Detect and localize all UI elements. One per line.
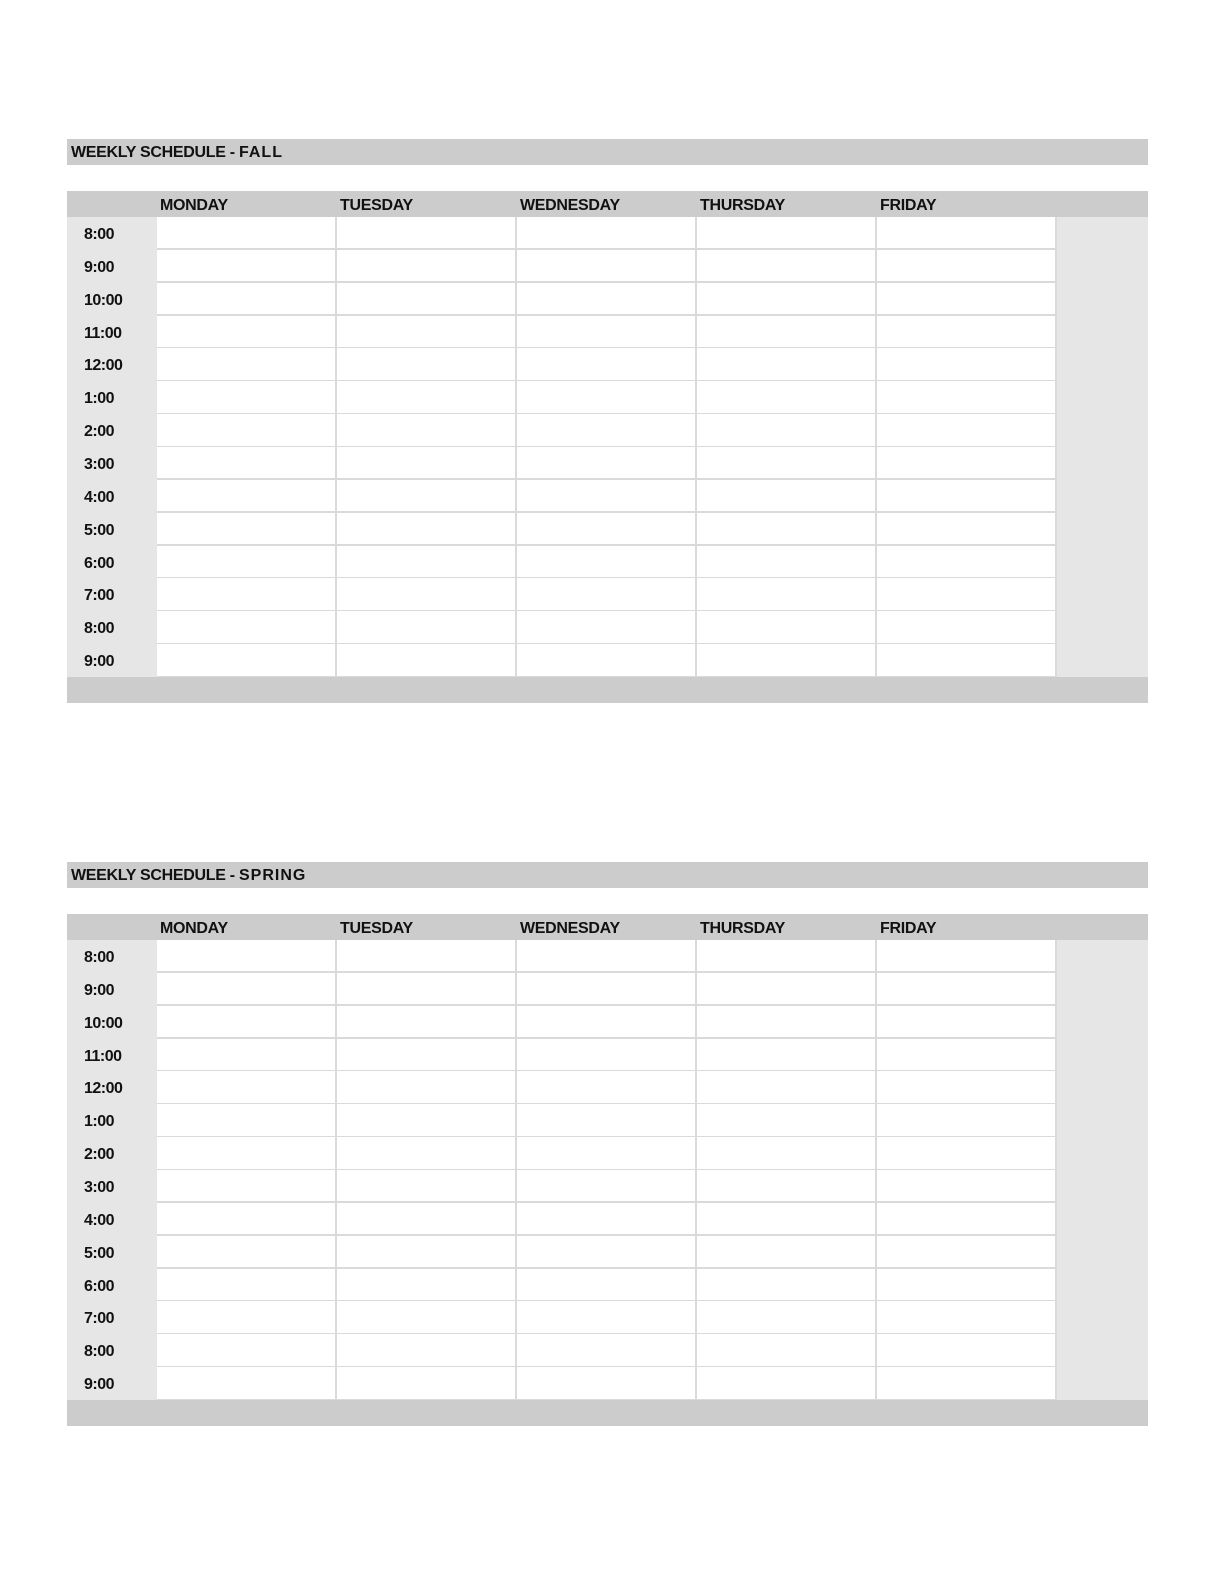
- schedule-cell[interactable]: [337, 381, 517, 414]
- schedule-cell[interactable]: [337, 447, 517, 480]
- schedule-cell[interactable]: [697, 1301, 877, 1334]
- schedule-cell[interactable]: [517, 381, 697, 414]
- schedule-cell[interactable]: [877, 1269, 1057, 1302]
- time-slot-label: 9:00: [84, 1376, 115, 1394]
- schedule-cell[interactable]: [517, 611, 697, 644]
- schedule-cell[interactable]: [517, 1104, 697, 1137]
- schedule-cell[interactable]: [697, 217, 877, 250]
- schedule-cell[interactable]: [697, 447, 877, 480]
- schedule-cell[interactable]: [697, 1006, 877, 1039]
- schedule-cell[interactable]: [877, 250, 1057, 283]
- schedule-title-bar: [67, 139, 1148, 165]
- time-slot-label: 4:00: [84, 1211, 115, 1229]
- schedule-cell[interactable]: [517, 217, 697, 250]
- time-slot-label: 1:00: [84, 390, 115, 408]
- schedule-cell[interactable]: [517, 1367, 697, 1400]
- schedule-cells: [157, 217, 1055, 677]
- schedule-cell[interactable]: [877, 1006, 1057, 1039]
- day-header-monday: MONDAY: [160, 197, 228, 214]
- schedule-cell[interactable]: [517, 1203, 697, 1236]
- time-slot-label: 1:00: [84, 1113, 115, 1131]
- schedule-cell[interactable]: [877, 1301, 1057, 1334]
- schedule-cell[interactable]: [337, 250, 517, 283]
- schedule-cell[interactable]: [877, 1367, 1057, 1400]
- schedule-cell[interactable]: [697, 480, 877, 513]
- time-slot-label: 8:00: [84, 620, 115, 638]
- schedule-cell[interactable]: [877, 1071, 1057, 1104]
- schedule-cell[interactable]: [877, 381, 1057, 414]
- schedule-cell[interactable]: [877, 611, 1057, 644]
- schedule-grid: [67, 191, 1148, 703]
- schedule-cell[interactable]: [517, 940, 697, 973]
- schedule-cell[interactable]: [337, 1137, 517, 1170]
- schedule-cell[interactable]: [697, 546, 877, 579]
- schedule-cell[interactable]: [157, 1071, 337, 1104]
- schedule-cell[interactable]: [697, 1269, 877, 1302]
- schedule-cell[interactable]: [337, 1071, 517, 1104]
- day-header-wednesday: WEDNESDAY: [520, 920, 620, 937]
- schedule-cell[interactable]: [157, 381, 337, 414]
- schedule-cell[interactable]: [517, 250, 697, 283]
- schedule-cell[interactable]: [877, 644, 1057, 677]
- schedule-cell[interactable]: [157, 1203, 337, 1236]
- schedule-cell[interactable]: [337, 1269, 517, 1302]
- schedule-cell[interactable]: [337, 1170, 517, 1203]
- schedule-cell[interactable]: [337, 940, 517, 973]
- day-header-thursday: THURSDAY: [700, 920, 786, 937]
- time-slot-label: 9:00: [84, 981, 115, 999]
- schedule-cell[interactable]: [877, 973, 1057, 1006]
- schedule-cell[interactable]: [697, 1203, 877, 1236]
- time-slot-label: 6:00: [84, 1277, 115, 1295]
- day-header-row: [67, 914, 1148, 940]
- schedule-cell[interactable]: [157, 1137, 337, 1170]
- schedule-cell[interactable]: [337, 217, 517, 250]
- time-slot-label: 12:00: [84, 1080, 123, 1098]
- schedule-cell[interactable]: [337, 611, 517, 644]
- schedule-cell[interactable]: [697, 578, 877, 611]
- day-header-monday: MONDAY: [160, 920, 228, 937]
- time-slot-label: 8:00: [84, 226, 115, 243]
- schedule-cell[interactable]: [517, 316, 697, 349]
- schedule-season-label: SPRING: [238, 867, 307, 884]
- time-slot-label: 2:00: [84, 423, 115, 441]
- schedule-cell[interactable]: [157, 1039, 337, 1072]
- day-header-friday: FRIDAY: [880, 197, 937, 214]
- schedule-cell[interactable]: [337, 1039, 517, 1072]
- schedule-cell[interactable]: [697, 1170, 877, 1203]
- schedule-title-prefix: WEEKLY SCHEDULE -: [71, 867, 239, 884]
- schedule-cell[interactable]: [517, 1269, 697, 1302]
- schedule-cell[interactable]: [517, 578, 697, 611]
- time-slot-label: 7:00: [84, 1310, 115, 1328]
- day-header-tuesday: TUESDAY: [340, 920, 413, 937]
- schedule-grid: [67, 914, 1148, 1426]
- schedule-title: [71, 144, 283, 162]
- schedule-cell[interactable]: [517, 348, 697, 381]
- schedule-cell[interactable]: [517, 1236, 697, 1269]
- schedule-cell[interactable]: [517, 283, 697, 316]
- day-header-thursday: THURSDAY: [700, 197, 786, 214]
- schedule-cell[interactable]: [157, 348, 337, 381]
- time-slot-label: 11:00: [84, 324, 122, 342]
- schedule-cell[interactable]: [877, 414, 1057, 447]
- schedule-cell[interactable]: [697, 513, 877, 546]
- schedule-cell[interactable]: [157, 1334, 337, 1367]
- schedule-cell[interactable]: [337, 283, 517, 316]
- schedule-cell[interactable]: [157, 1006, 337, 1039]
- time-slot-label: 10:00: [84, 1014, 123, 1032]
- schedule-cell[interactable]: [157, 1269, 337, 1302]
- time-slot-label: 8:00: [84, 1343, 115, 1361]
- schedule-cell[interactable]: [877, 513, 1057, 546]
- time-slot-label: 2:00: [84, 1146, 115, 1164]
- schedule-cell[interactable]: [517, 513, 697, 546]
- schedule-cell[interactable]: [157, 316, 337, 349]
- schedule-cell[interactable]: [157, 1170, 337, 1203]
- schedule-cell[interactable]: [337, 644, 517, 677]
- schedule-cell[interactable]: [157, 414, 337, 447]
- schedule-cell[interactable]: [877, 480, 1057, 513]
- schedule-cell[interactable]: [157, 611, 337, 644]
- schedule-title-prefix: WEEKLY SCHEDULE -: [71, 144, 239, 161]
- schedule-cell[interactable]: [877, 578, 1057, 611]
- schedule-cell[interactable]: [337, 513, 517, 546]
- day-header-friday: FRIDAY: [880, 920, 937, 937]
- schedule-cell[interactable]: [697, 611, 877, 644]
- time-slot-label: 9:00: [84, 653, 115, 671]
- schedule-cell[interactable]: [517, 644, 697, 677]
- schedule-cell[interactable]: [877, 1203, 1057, 1236]
- schedule-cell[interactable]: [877, 1170, 1057, 1203]
- schedule-cell[interactable]: [157, 1104, 337, 1137]
- schedule-footer-bar: [67, 1400, 1148, 1426]
- schedule-cell[interactable]: [517, 1006, 697, 1039]
- schedule-cell[interactable]: [877, 447, 1057, 480]
- schedule-cell[interactable]: [517, 1071, 697, 1104]
- schedule-footer-bar: [67, 677, 1148, 703]
- schedule-cell[interactable]: [157, 250, 337, 283]
- schedule-cell[interactable]: [157, 283, 337, 316]
- schedule-cell[interactable]: [337, 414, 517, 447]
- schedule-cell[interactable]: [877, 348, 1057, 381]
- schedule-cell[interactable]: [697, 644, 877, 677]
- time-slot-label: 9:00: [84, 258, 115, 276]
- schedule-cell[interactable]: [697, 1071, 877, 1104]
- schedule-cell[interactable]: [157, 1367, 337, 1400]
- schedule-cell[interactable]: [697, 250, 877, 283]
- schedule-cell[interactable]: [517, 447, 697, 480]
- schedule-cell[interactable]: [517, 1137, 697, 1170]
- time-slot-label: 4:00: [84, 488, 115, 506]
- schedule-cell[interactable]: [337, 1203, 517, 1236]
- day-header-wednesday: WEDNESDAY: [520, 197, 620, 214]
- schedule-cell[interactable]: [877, 283, 1057, 316]
- schedule-cell[interactable]: [877, 1039, 1057, 1072]
- schedule-cell[interactable]: [877, 940, 1057, 973]
- time-slot-label: 5:00: [84, 1244, 115, 1262]
- schedule-cell[interactable]: [157, 1301, 337, 1334]
- schedule-cells: [157, 940, 1055, 1400]
- time-slot-label: 3:00: [84, 456, 115, 474]
- schedule-cell[interactable]: [337, 480, 517, 513]
- schedule-cell[interactable]: [517, 973, 697, 1006]
- schedule-cell[interactable]: [337, 348, 517, 381]
- schedule-cell[interactable]: [697, 1367, 877, 1400]
- schedule-cell[interactable]: [517, 1039, 697, 1072]
- schedule-cell[interactable]: [697, 283, 877, 316]
- schedule-cell[interactable]: [337, 1236, 517, 1269]
- schedule-cell[interactable]: [337, 1367, 517, 1400]
- schedule-cell[interactable]: [337, 1334, 517, 1367]
- schedule-cell[interactable]: [157, 644, 337, 677]
- schedule-cell[interactable]: [697, 1334, 877, 1367]
- schedule-cell[interactable]: [697, 414, 877, 447]
- schedule-cell[interactable]: [697, 1236, 877, 1269]
- schedule-cell[interactable]: [877, 217, 1057, 250]
- schedule-cell[interactable]: [157, 578, 337, 611]
- schedule-cell[interactable]: [157, 480, 337, 513]
- schedule-cell[interactable]: [157, 447, 337, 480]
- schedule-cell[interactable]: [697, 1039, 877, 1072]
- schedule-cell[interactable]: [157, 940, 337, 973]
- time-slot-label: 3:00: [84, 1179, 115, 1197]
- schedule-cell[interactable]: [337, 578, 517, 611]
- schedule-title-bar: [67, 862, 1148, 888]
- time-slot-label: 5:00: [84, 521, 115, 539]
- schedule-cell[interactable]: [697, 973, 877, 1006]
- day-header-row: [67, 191, 1148, 217]
- schedule-cell[interactable]: [337, 1006, 517, 1039]
- day-header-tuesday: TUESDAY: [340, 197, 413, 214]
- schedule-cell[interactable]: [517, 1301, 697, 1334]
- time-slot-label: 6:00: [84, 554, 115, 572]
- schedule-cell[interactable]: [157, 1236, 337, 1269]
- schedule-cell[interactable]: [157, 973, 337, 1006]
- time-slot-label: 8:00: [84, 949, 115, 966]
- schedule-cell[interactable]: [337, 1104, 517, 1137]
- schedule-season-label: FALL: [238, 144, 283, 161]
- time-slot-label: 12:00: [84, 357, 123, 375]
- time-slot-label: 11:00: [84, 1047, 122, 1065]
- schedule-cell[interactable]: [697, 348, 877, 381]
- schedule-cell[interactable]: [157, 513, 337, 546]
- schedule-cell[interactable]: [697, 940, 877, 973]
- schedule-cell[interactable]: [877, 316, 1057, 349]
- schedule-cell[interactable]: [517, 546, 697, 579]
- schedule-cell[interactable]: [697, 1104, 877, 1137]
- schedule-cell[interactable]: [337, 1301, 517, 1334]
- schedule-cell[interactable]: [337, 316, 517, 349]
- schedule-cell[interactable]: [337, 546, 517, 579]
- schedule-cell[interactable]: [517, 414, 697, 447]
- schedule-cell[interactable]: [877, 1104, 1057, 1137]
- schedule-cell[interactable]: [877, 546, 1057, 579]
- schedule-cell[interactable]: [877, 1236, 1057, 1269]
- schedule-cell[interactable]: [337, 973, 517, 1006]
- schedule-cell[interactable]: [697, 1137, 877, 1170]
- schedule-cell[interactable]: [517, 1334, 697, 1367]
- schedule-cell[interactable]: [157, 217, 337, 250]
- schedule-cell[interactable]: [157, 546, 337, 579]
- schedule-cell[interactable]: [697, 381, 877, 414]
- schedule-cell[interactable]: [517, 480, 697, 513]
- schedule-cell[interactable]: [877, 1137, 1057, 1170]
- schedule-cell[interactable]: [877, 1334, 1057, 1367]
- time-slot-label: 7:00: [84, 587, 115, 605]
- schedule-cell[interactable]: [517, 1170, 697, 1203]
- schedule-title: [71, 867, 306, 885]
- time-slot-label: 10:00: [84, 291, 123, 309]
- schedule-cell[interactable]: [697, 316, 877, 349]
